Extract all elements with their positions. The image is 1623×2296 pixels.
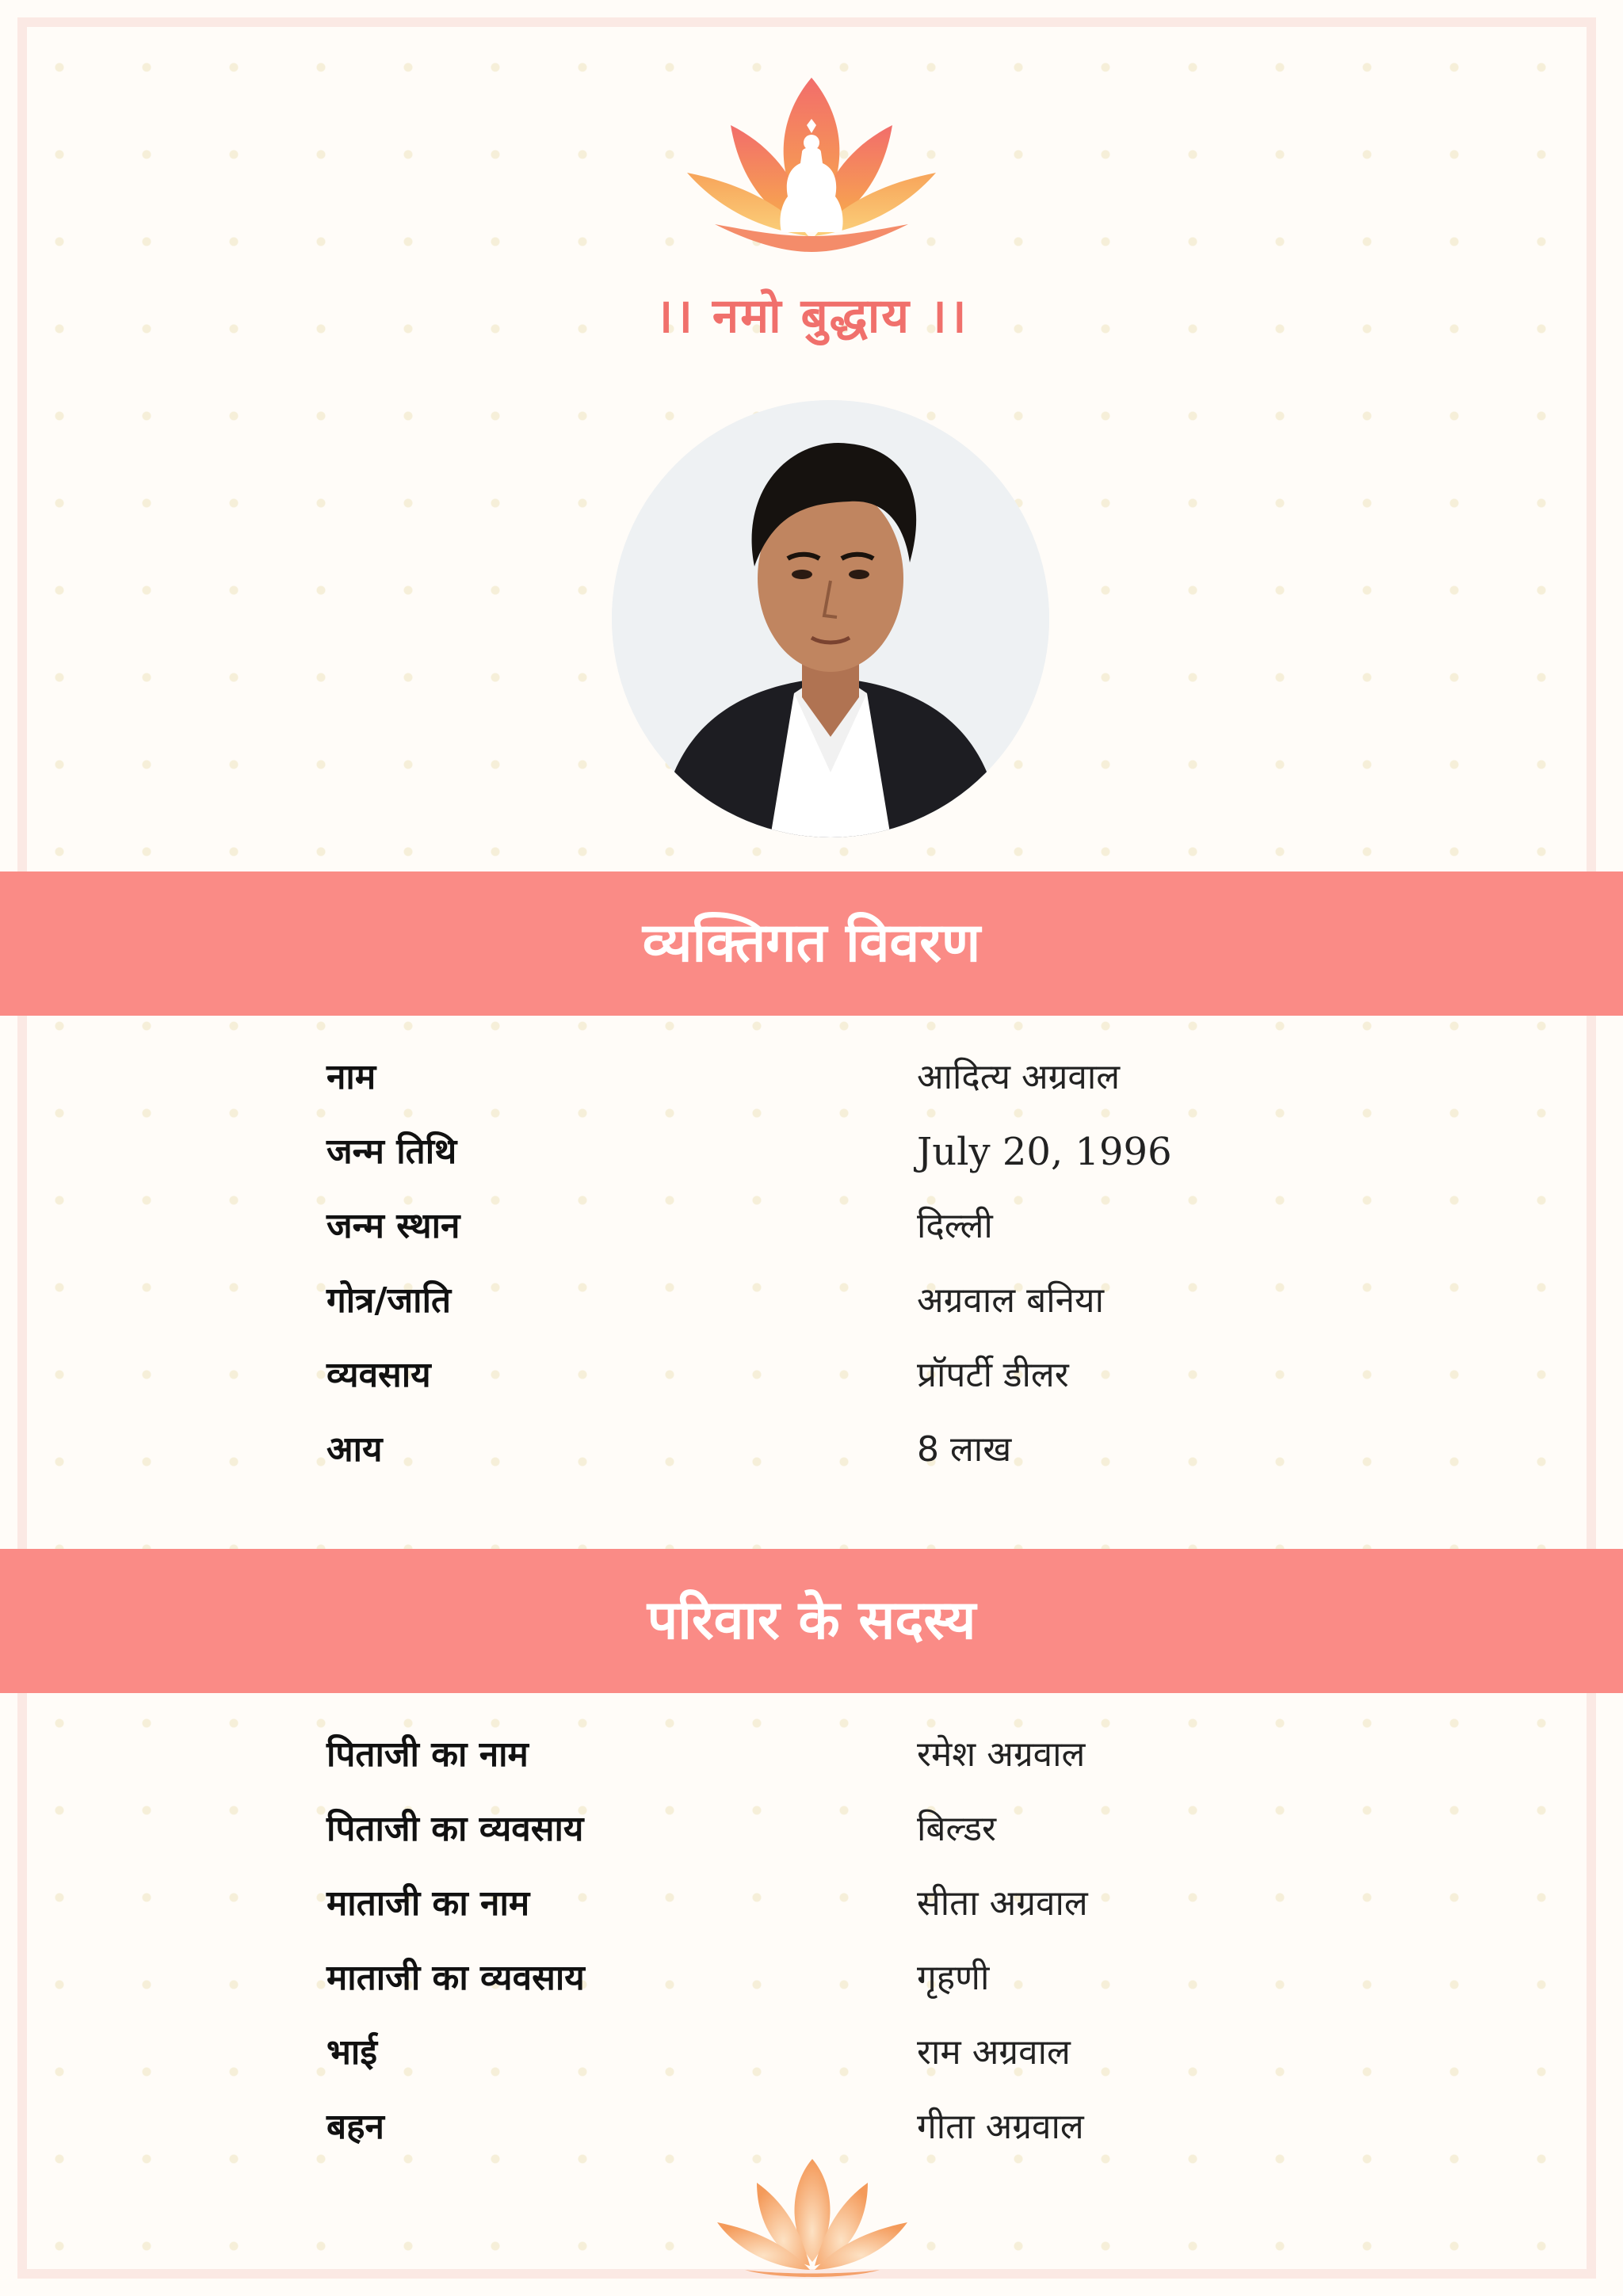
detail-label: जन्म स्थान <box>327 1206 460 1246</box>
detail-value: सीता अग्रवाल <box>917 1883 1088 1924</box>
family-row-father-name <box>327 1727 1357 1802</box>
detail-label: गोत्र/जाति <box>327 1280 452 1321</box>
detail-value: गीता अग्रवाल <box>917 2107 1084 2147</box>
detail-label: पिताजी का व्यवसाय <box>327 1809 584 1849</box>
section-header-personal: व्यक्तिगत विवरण <box>0 871 1623 1016</box>
detail-value: गृहणी <box>917 1958 990 1998</box>
detail-label: आय <box>327 1429 383 1470</box>
section-header-family: परिवार के सदस्य <box>0 1549 1623 1693</box>
detail-value: 8 लाख <box>917 1429 1012 1470</box>
detail-label: नाम <box>327 1057 376 1097</box>
detail-value: प्रॉपर्टी डीलर <box>917 1355 1069 1395</box>
family-row-brother <box>327 2025 1357 2100</box>
detail-value: दिल्ली <box>917 1206 993 1246</box>
family-row-father-occupation <box>327 1802 1357 1876</box>
personal-details-list <box>327 1050 1357 1497</box>
detail-value: अग्रवाल बनिया <box>917 1280 1104 1321</box>
lotus-buddha-icon <box>683 70 940 257</box>
lotus-flower-icon <box>713 2151 911 2282</box>
detail-label: जन्म तिथि <box>327 1131 457 1172</box>
detail-value: आदित्य अग्रवाल <box>917 1057 1121 1097</box>
detail-label: भाई <box>327 2032 377 2073</box>
profile-photo <box>612 400 1049 837</box>
detail-row-caste <box>327 1273 1357 1348</box>
detail-label: माताजी का नाम <box>327 1883 530 1924</box>
person-avatar-icon <box>612 400 1049 837</box>
detail-label: पिताजी का नाम <box>327 1734 529 1775</box>
greeting-title: ।। नमो बुद्धाय ।। <box>655 288 968 344</box>
detail-value: रमेश अग्रवाल <box>917 1734 1086 1775</box>
family-row-mother-occupation <box>327 1951 1357 2025</box>
family-details-list <box>327 1727 1357 2174</box>
detail-row-birthplace <box>327 1199 1357 1273</box>
detail-value: July 20, 1996 <box>917 1130 1172 1174</box>
detail-label: व्यवसाय <box>327 1355 431 1395</box>
detail-label: माताजी का व्यवसाय <box>327 1958 585 1998</box>
detail-label: बहन <box>327 2107 384 2147</box>
detail-row-occupation <box>327 1348 1357 1422</box>
detail-value: राम अग्रवाल <box>917 2032 1071 2073</box>
detail-row-name <box>327 1050 1357 1124</box>
detail-row-dob <box>327 1124 1357 1199</box>
detail-row-income <box>327 1422 1357 1497</box>
detail-value: बिल्डर <box>917 1809 997 1849</box>
family-row-mother-name <box>327 1876 1357 1951</box>
